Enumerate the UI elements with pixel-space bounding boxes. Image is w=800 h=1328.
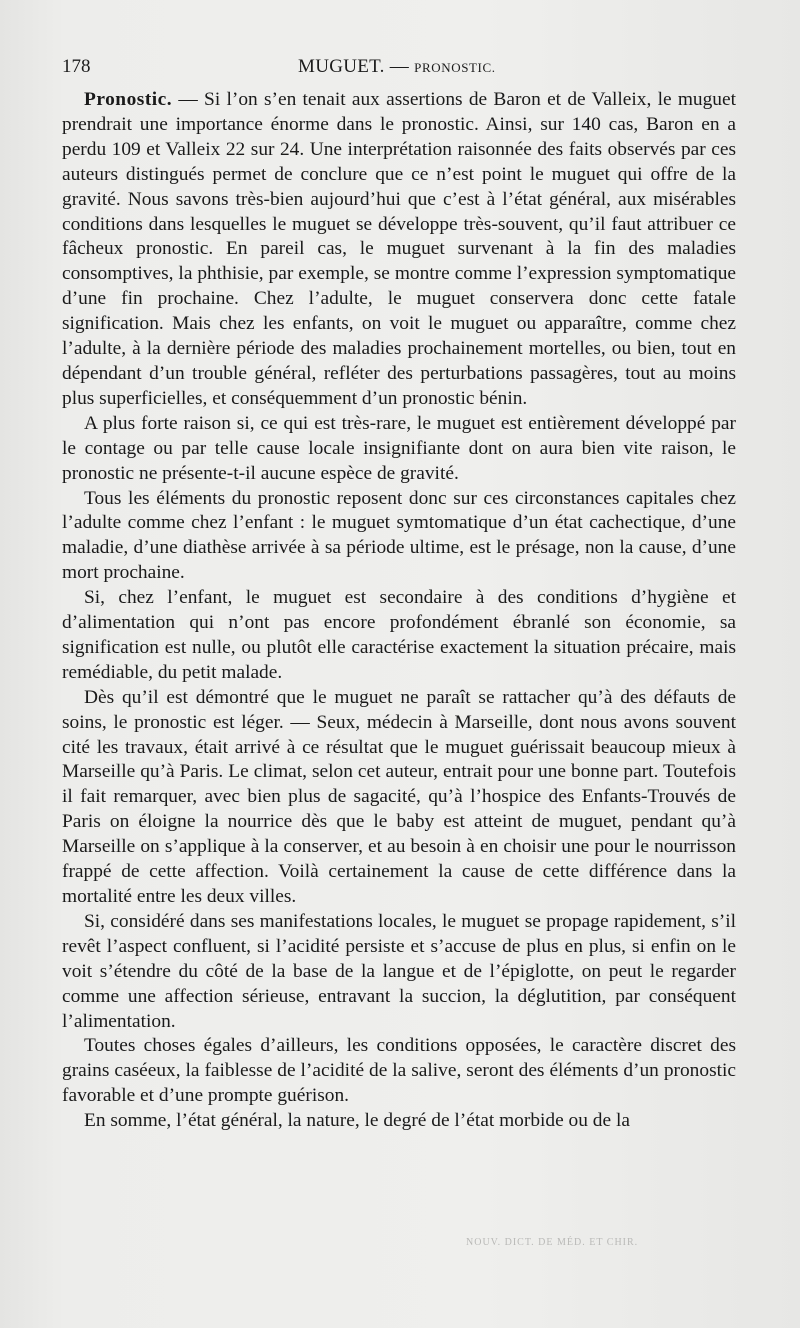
body-text xyxy=(62,88,736,1134)
paragraph: A plus forte raison si, ce qui est très-rare, le muguet est entièrement développé par le contage ou par telle cause locale insignifiante dont on aura bien vite raison, le pronostic ne présente-t-il aucune espèce de gravité. xyxy=(62,412,736,484)
paragraph: En somme, l’état général, la nature, le degré de l’état morbide ou de la xyxy=(84,1110,630,1132)
paragraph-text: — Si l’on s’en tenait aux assertions de Baron et de Valleix, le muguet prendrait une importance énorme dans le pronostic. Ainsi, sur 140 cas, Baron en a perdu 109 et Valleix 22 sur 24. Une interprétation raisonnée des faits observés par ces auteurs distingués permet de conclure que ce n’est point le muguet qui offre de la gravité. Nous savons très-bien aujourd’hui que c’est à l’état général, aux misérables conditions dans lesquelles le muguet se développe très-souvent, qu’il faut attribuer ce fâcheux pronostic. En pareil cas, le muguet survenant à la fin des maladies consomptives, la phthisie, par exemple, se montre comme l’expression symptomatique d’une fin prochaine. Chez l’adulte, le muguet conservera donc cette fatale signification. Mais chez les enfants, on voit le muguet ou apparaître, comme chez l’adulte, à la dernière période des maladies prochainement mortelles, ou bien, tout en dépendant d’un trouble général, refléter des perturbations passagères, tout au moins plus superficielles, et conséquemment d’un pronostic bénin. xyxy=(62,89,736,409)
page-number: 178 xyxy=(62,56,91,77)
paragraph: Toutes choses égales d’ailleurs, les conditions opposées, le caractère discret des grains caséeux, la faiblesse de l’acidité de la salive, seront des éléments d’un pronostic favorable et d’une prompte guérison. xyxy=(62,1035,736,1107)
running-head-sub: PRONOSTIC. xyxy=(414,60,496,75)
footer-signature-note: NOUV. DICT. DE MÉD. ET CHIR. xyxy=(466,1237,639,1248)
paragraph: Si, chez l’enfant, le muguet est secondaire à des conditions d’hygiène et d’alimentation qui n’ont pas encore profondément ébranlé son économie, sa signification est nulle, ou plutôt elle caractérise exactement la situation précaire, mais remédiable, du petit malade. xyxy=(62,587,736,683)
page-header xyxy=(62,56,736,84)
paragraph xyxy=(62,88,736,412)
paragraph: Dès qu’il est démontré que le muguet ne paraît se rattacher qu’à des défauts de soins, le pronostic est léger. — Seux, médecin à Marseille, dont nous avons souvent cité les travaux, était arrivé à ce résultat que le muguet guérissait beaucoup mieux à Marseille qu’à Paris. Le climat, selon cet auteur, entrait pour une bonne part. Toutefois il fait remarquer, avec bien plus de sagacité, qu’à l’hospice des Enfants-Trouvés de Paris on éloigne la nourrice dès que le baby est atteint de muguet, pendant qu’à Marseille on s’applique à la conserver, et au besoin à en choisir une pour le nourrisson frappé de cette affection. Voilà certainement la cause de cette différence dans la mortalité entre les deux villes. xyxy=(62,686,736,907)
running-head-main: MUGUET. — xyxy=(298,56,410,77)
paragraph: Tous les éléments du pronostic reposent donc sur ces circonstances capitales chez l’adulte comme chez l’enfant : le muguet symtomatique d’un état cachectique, d’une maladie, d’une diathèse arrivée à sa période ultime, est le présage, non la cause, d’une mort prochaine. xyxy=(62,487,736,584)
running-head xyxy=(298,56,496,78)
paragraph: Si, considéré dans ses manifestations locales, le muguet se propage rapidement, s’il revêt l’aspect confluent, si l’acidité persiste et s’accuse de plus en plus, si enfin on le voit s’étendre du côté de la base de la langue et de l’épiglotte, on peut le regarder comme une affection sérieuse, entravant la succion, la déglutition, par conséquent l’alimentation. xyxy=(62,910,736,1032)
section-lead-word: Pronostic. xyxy=(84,89,173,110)
